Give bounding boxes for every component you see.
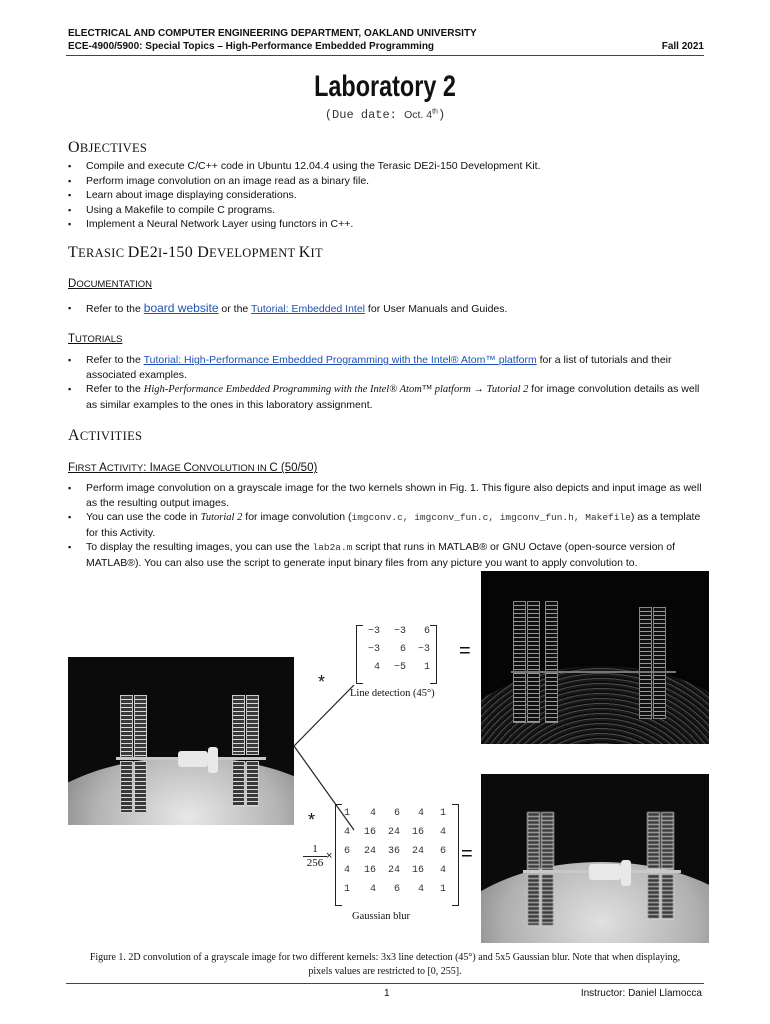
kernel-cell: 4 [369, 884, 376, 895]
kernel-cell: 4 [417, 884, 424, 895]
matrix-bracket-right [430, 625, 437, 684]
list-item: ▪ Refer to the Tutorial: High-Performance Embedded Programming with the Intel® Atom™ platform for a list of tutorials and their associated examples. [68, 353, 704, 382]
kernel-cell: 16 [411, 865, 424, 876]
embedded-intel-tutorial-link[interactable]: Tutorial: Embedded Intel [251, 303, 366, 315]
list-item: ▪ Refer to the board website or the Tutorial: Embedded Intel for User Manuals and Guides. [68, 301, 704, 317]
equals-sign: = [459, 640, 471, 662]
scale-factor [303, 843, 327, 870]
tutorials-heading: TUTORIALS [68, 333, 123, 345]
kernel-cell: −3 [393, 626, 406, 637]
terasic-heading: TERASIC DE2I-150 DEVELOPMENT KIT [68, 244, 323, 261]
term-label: Fall 2021 [661, 41, 704, 52]
objectives-heading: OBJECTIVES [68, 139, 148, 156]
scale-denominator: 256 [303, 856, 327, 870]
kernel-cell: 4 [369, 808, 376, 819]
footer-rule [66, 983, 704, 984]
kernel-cell: 24 [387, 865, 400, 876]
list-item: ▪ Refer to the High-Performance Embedded Programming with the Intel® Atom™ platform → Tutorial 2 for image convolution details as well as similar examples to the ones in this laboratory assignment. [68, 382, 704, 412]
matrix-bracket-right [452, 804, 459, 906]
instructor-name: Instructor: Daniel Llamocca [580, 988, 702, 999]
kernel-cell: 16 [363, 865, 376, 876]
kernel-cell: −3 [367, 644, 380, 655]
script-name-code: lab2a.m [312, 542, 353, 554]
times-sign: × [326, 850, 333, 862]
kernel-cell: 4 [439, 827, 446, 838]
due-date: (Due date: Oct. 4th) [324, 108, 446, 122]
list-item: ▪ To display the resulting images, you can use the lab2a.m script that runs in MATLAB® or GNU Octave (open-source version of MATLAB®). You can also use the script to generate input binary files from any picture you want to apply convolution to. [68, 540, 704, 570]
gaussian-blur-kernel [338, 808, 446, 895]
scale-numerator: 1 [312, 843, 318, 855]
convolution-operator: * [318, 672, 326, 692]
kernel-cell: −3 [417, 644, 430, 655]
figure-caption: Figure 1. 2D convolution of a grayscale image for two different kernels: 3x3 line detection (45°) and 5x5 Gaussian blur. Note that when displaying, pixels values are restricted to [0, 255]. [89, 952, 681, 977]
equals-sign: = [461, 843, 473, 865]
kernel-cell: −3 [367, 626, 380, 637]
lab-title: Laboratory 2 [314, 70, 456, 103]
line-detection-kernel [362, 626, 430, 673]
kernel-cell: 24 [411, 846, 424, 857]
convolution-operator: * [308, 810, 316, 830]
kernel-cell: 16 [411, 827, 424, 838]
kernel-cell: 6 [439, 846, 446, 857]
kernel-cell: 24 [387, 827, 400, 838]
list-item: ▪ Compile and execute C/C++ code in Ubuntu 12.04.4 using the Terasic DE2i-150 Development Kit. [68, 159, 704, 174]
kernel-cell: 1 [423, 662, 430, 673]
page-number: 1 [384, 988, 390, 999]
kernel-cell: 4 [343, 827, 350, 838]
documentation-list [68, 301, 704, 317]
header-rule [66, 55, 704, 56]
kernel-cell: 4 [373, 662, 380, 673]
kernel-cell: 1 [439, 884, 446, 895]
list-item: ▪ Perform image convolution on a grayscale image for the two kernels shown in Fig. 1. This figure also depicts and input image as well as the resulting output images. [68, 481, 704, 510]
activities-heading: ACTIVITIES [68, 427, 143, 444]
kernel-cell: 1 [343, 808, 350, 819]
list-item: ▪ Implement a Neural Network Layer using functors in C++. [68, 217, 704, 232]
board-website-link[interactable]: board website [143, 301, 219, 315]
tutorial-2-reference: High-Performance Embedded Programming with the Intel® Atom™ platform → Tutorial 2 [143, 384, 529, 396]
kernel-cell: 1 [439, 808, 446, 819]
kernel-cell: 24 [363, 846, 376, 857]
line-detection-label: Line detection (45°) [350, 688, 435, 699]
first-activity-heading: FIRST ACTIVITY: IMAGE CONVOLUTION IN C (50/50) [68, 462, 318, 474]
source-files-code: imgconv.c, imgconv_fun.c, imgconv_fun.h, Makefile [351, 512, 631, 524]
list-item: ▪ Perform image convolution on an image read as a binary file. [68, 174, 704, 189]
kernel-cell: 36 [387, 846, 400, 857]
line-detection-output-image [481, 571, 709, 744]
kernel-cell: 6 [343, 846, 350, 857]
tutorials-list [68, 353, 704, 412]
due-label: (Due date: [324, 108, 397, 122]
objectives-list [68, 159, 704, 232]
kernel-cell: −5 [393, 662, 406, 673]
gaussian-blur-output-image [481, 774, 709, 943]
course-header [68, 41, 704, 52]
kernel-cell: 6 [399, 644, 406, 655]
kernel-cell: 16 [363, 827, 376, 838]
due-value: Oct. 4th [404, 108, 438, 121]
kernel-cell: 6 [393, 884, 400, 895]
first-activity-list [68, 481, 704, 571]
list-item: ▪ Learn about image displaying considerations. [68, 188, 704, 203]
list-item: ▪ You can use the code in Tutorial 2 for image convolution (imgconv.c, imgconv_fun.c, imgconv_fun.h, Makefile) as a template for this Activity. [68, 510, 704, 540]
documentation-heading: DOCUMENTATION [68, 278, 152, 290]
gaussian-blur-label: Gaussian blur [352, 911, 411, 922]
kernel-cell: 1 [343, 884, 350, 895]
course-title: ECE-4900/5900: Special Topics – High-Performance Embedded Programming [68, 41, 435, 52]
kernel-cell: 4 [417, 808, 424, 819]
atom-tutorial-link[interactable]: Tutorial: High-Performance Embedded Programming with the Intel® Atom™ platform [143, 354, 537, 366]
list-item: ▪ Using a Makefile to compile C programs. [68, 203, 704, 218]
kernel-cell: 6 [423, 626, 430, 637]
department-header: ELECTRICAL AND COMPUTER ENGINEERING DEPARTMENT, OAKLAND UNIVERSITY [68, 28, 477, 39]
kernel-cell: 6 [393, 808, 400, 819]
kernel-cell: 4 [439, 865, 446, 876]
input-image [68, 657, 294, 825]
kernel-cell: 4 [343, 865, 350, 876]
